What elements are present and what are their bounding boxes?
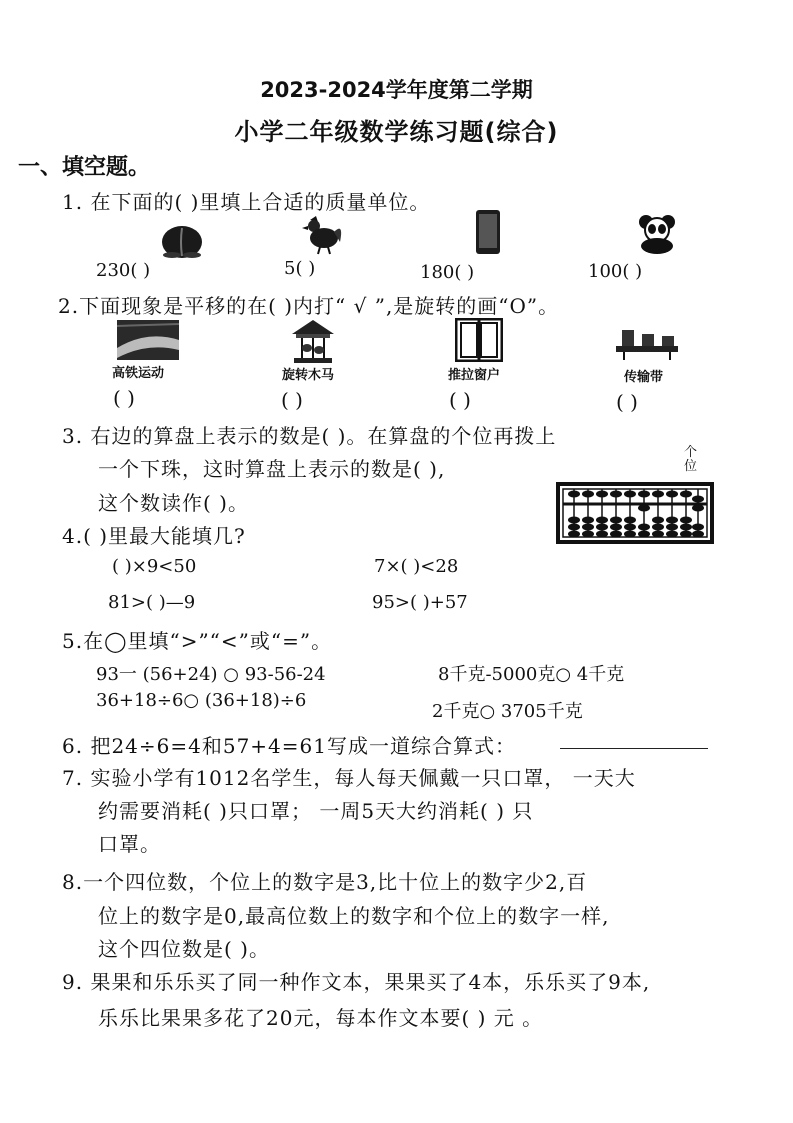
conveyor-icon [614, 326, 680, 360]
question-2-blank: ( ) [449, 388, 471, 412]
window-icon [455, 318, 503, 362]
question-5-expr: 36+18÷6○ (36+18)÷6 [96, 690, 307, 711]
answer-line [560, 748, 708, 749]
question-8-line: 这个四位数是( )。 [98, 937, 270, 961]
question-2-caption: 推拉窗户 [448, 368, 501, 383]
question-7-line: 7. 实验小学有1012名学生，每人每天佩戴一只口罩， 一天大 [62, 766, 636, 790]
question-8-line: 位上的数字是0,最高位数上的数字和个位上的数字一样, [98, 904, 610, 928]
question-2-blank: ( ) [113, 386, 135, 410]
question-3-line: 一个下珠，这时算盘上表示的数是( ), [98, 457, 446, 481]
section-heading: 一、填空题。 [18, 155, 151, 180]
question-5-expr: 2千克○ 3705千克 [432, 701, 583, 722]
question-4-expr: 7×( )<28 [374, 556, 459, 577]
question-3-line: 这个数读作( )。 [98, 491, 249, 515]
abacus-label: 个位 [684, 445, 698, 474]
question-2-text: 2.下面现象是平移的在( )内打“ √ ”,是旋转的画“O”。 [58, 294, 560, 318]
question-7-line: 约需要消耗( )只口罩； 一周5天大约消耗( ) 只 [98, 799, 534, 823]
phone-icon [474, 208, 502, 256]
question-4-expr: ( )×9<50 [112, 556, 197, 577]
abacus-icon [556, 482, 714, 544]
question-9-line: 9. 果果和乐乐买了同一种作文本，果果买了4本，乐乐买了9本, [62, 970, 651, 994]
peach-icon [158, 220, 208, 260]
question-2-blank: ( ) [281, 388, 303, 412]
question-2-caption: 高铁运动 [112, 366, 165, 381]
rooster-icon [300, 212, 346, 256]
exam-subtitle: 小学二年级数学练习题(综合) [234, 118, 559, 146]
question-2-caption: 传输带 [624, 370, 664, 385]
question-5-text: 5.在◯里填“>”“<”或“=”。 [62, 629, 333, 653]
question-8-line: 8.一个四位数，个位上的数字是3,比十位上的数字少2,百 [62, 870, 588, 894]
question-1-item: 5( ) [284, 258, 316, 279]
question-1-item: 180( ) [420, 262, 475, 283]
question-4-expr: 95>( )+57 [372, 592, 468, 613]
train-icon [117, 320, 179, 360]
carousel-icon [290, 318, 336, 364]
exam-title: 2023-2024学年度第二学期 [260, 78, 533, 102]
question-2-caption: 旋转木马 [282, 368, 335, 383]
panda-icon [636, 212, 680, 254]
question-6-text: 6. 把24÷6=4和57+4=61写成一道综合算式： [62, 734, 516, 758]
question-3-line: 3. 右边的算盘上表示的数是( )。在算盘的个位再拨上 [62, 424, 557, 448]
question-2-blank: ( ) [616, 390, 638, 414]
question-9-line: 乐乐比果果多花了20元，每本作文本要( ) 元 。 [98, 1006, 544, 1030]
question-5-expr: 8千克-5000克○ 4千克 [438, 664, 625, 685]
question-7-line: 口罩。 [98, 832, 161, 856]
question-1-item: 230( ) [96, 260, 151, 281]
question-5-expr: 93一 (56+24) ○ 93-56-24 [96, 664, 326, 685]
question-4-expr: 81>( )—9 [108, 592, 196, 613]
question-4-text: 4.( )里最大能填几? [62, 524, 246, 548]
question-1-item: 100( ) [588, 261, 643, 282]
question-1-text: 1. 在下面的( )里填上合适的质量单位。 [62, 190, 431, 214]
